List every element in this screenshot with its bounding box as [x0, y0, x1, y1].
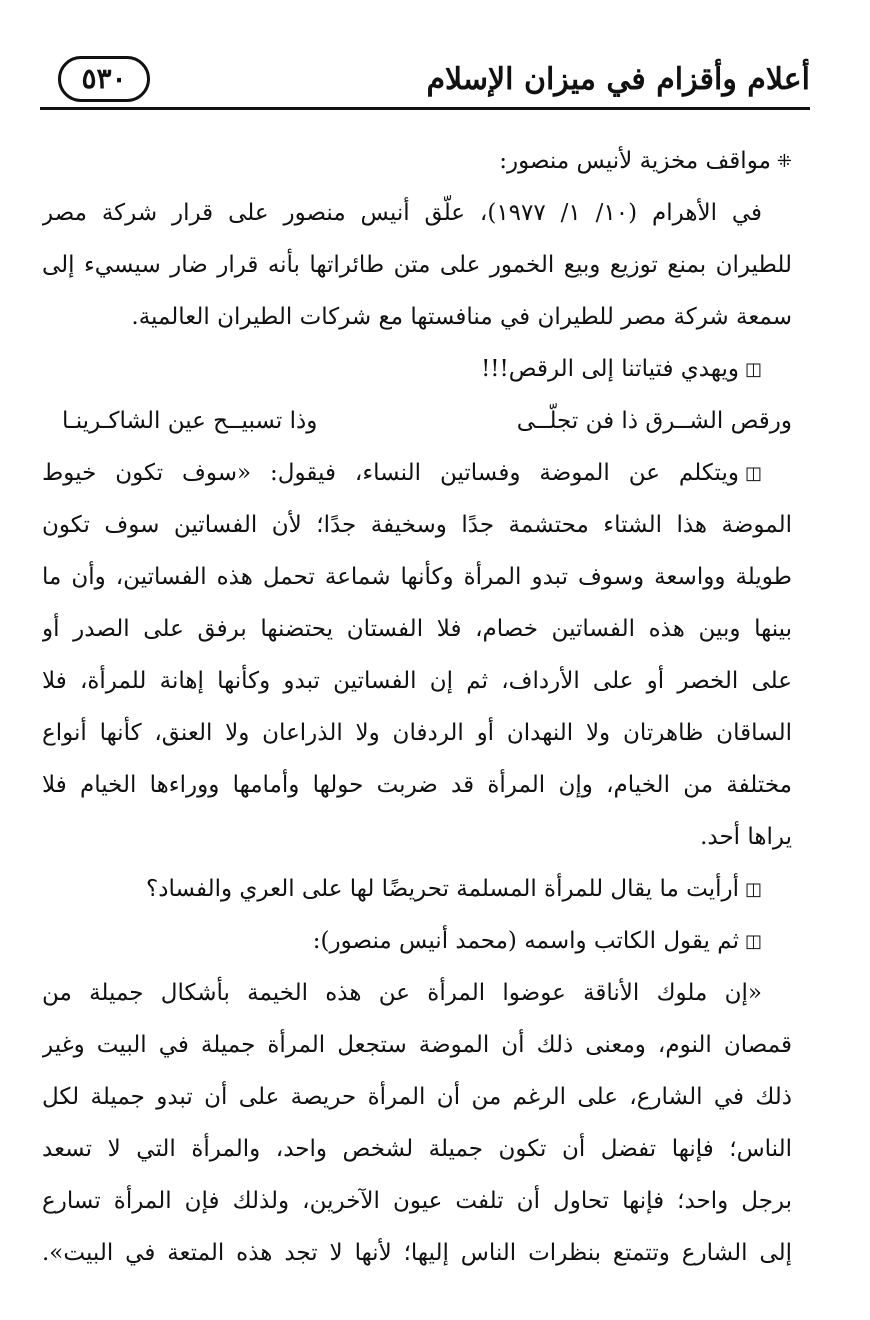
page-body	[42, 135, 792, 1279]
poetry-verse	[42, 395, 792, 447]
running-title: أعلام وأقزام في ميزان الإسلام	[426, 62, 810, 97]
box-bullet-icon: ◫	[744, 879, 762, 900]
paragraph-line: الساقان ظاهرتان ولا النهدان أو الردفان ولا الذراعان ولا العنق، كأنها أنواع	[42, 720, 792, 746]
paragraph-line: برجل واحد؛ فإنها تحاول أن تلفت عيون الآخرين، ولذلك فإن المرأة تسارع	[42, 1188, 792, 1214]
paragraph-4	[42, 863, 792, 915]
box-bullet-icon: ◫	[744, 931, 762, 952]
section-title: مواقف مخزية لأنيس منصور:	[499, 148, 771, 174]
paragraph-line: على الخصر أو على الأرداف، ثم إن الفساتين تبدو وكأنها إهانة للمرأة، فلا	[42, 668, 792, 694]
paragraph-line: قمصان النوم، ومعنى ذلك أن الموضة ستجعل المرأة جميلة في البيت وغير	[42, 1032, 792, 1058]
asterisk-bullet-icon: ⁜	[776, 151, 792, 172]
quoted-paragraph	[42, 967, 792, 1279]
paragraph-line: «إن ملوك الأناقة عوضوا المرأة عن هذه الخيمة بأشكال جميلة من	[42, 980, 762, 1006]
paragraph-line: الموضة هذا الشتاء محتشمة جدًا وسخيفة جدًا؛ لأن الفساتين سوف تكون	[42, 512, 792, 538]
paragraph-line: ذلك في الشارع، على الرغم من أن المرأة حريصة على أن تبدو جميلة لكل	[42, 1084, 792, 1110]
paragraph-line: مختلفة من الخيام، وإن المرأة قد ضربت حولها وأمامها ووراءها الخيام فلا	[42, 772, 792, 798]
paragraph-3	[42, 447, 792, 863]
box-bullet-icon: ◫	[744, 463, 762, 484]
paragraph-line: إلى الشارع وتتمتع بنظرات الناس إليها؛ لأنها لا تجد هذه المتعة في البيت».	[42, 1240, 792, 1266]
verse-first-hemistich: ورقص الشــرق ذا فن تجلّــى	[516, 408, 792, 434]
page-header	[40, 52, 810, 108]
paragraph-line: للطيران بمنع توزيع وبيع الخمور على متن طائراتها بأنه قرار ضار سيسيء إلى	[42, 252, 792, 278]
paragraph-5-text: ثم يقول الكاتب واسمه (محمد أنيس منصور):	[312, 928, 739, 954]
verse-second-hemistich: وذا تسبيــح عين الشاكـرينـا	[62, 408, 318, 434]
paragraph-line: طويلة وواسعة وسوف تبدو المرأة وكأنها شماعة تحمل هذه الفساتين، وأن ما	[42, 564, 792, 590]
header-divider	[40, 107, 810, 110]
section-heading	[42, 135, 792, 187]
paragraph-3-first-line: ويتكلم عن الموضة وفساتين النساء، فيقول: «سوف تكون خيوط	[42, 460, 739, 486]
paragraph-line: بينها وبين هذه الفساتين خصام، فلا الفستان يحتضنها برفق على الصدر أو	[42, 616, 792, 642]
paragraph-line	[42, 447, 792, 499]
box-bullet-icon: ◫	[744, 359, 762, 380]
paragraph-2-text: ويهدي فتياتنا إلى الرقص!!!	[481, 356, 739, 382]
paragraph-2	[42, 343, 792, 395]
paragraph-line: الناس؛ فإنها تفضل أن تكون جميلة لشخص واحد، والمرأة التي لا تسعد	[42, 1136, 792, 1162]
paragraph-line: في الأهرام (١٠/ ١/ ١٩٧٧)، علّق أنيس منصور على قرار شركة مصر	[42, 200, 763, 226]
paragraph-5	[42, 915, 792, 967]
paragraph-4-text: أرأيت ما يقال للمرأة المسلمة تحريضًا لها على العري والفساد؟	[146, 876, 739, 902]
paragraph-1	[42, 187, 792, 343]
paragraph-line: يراها أحد.	[700, 824, 792, 850]
page-number: ٥٣٠	[58, 56, 150, 102]
paragraph-line: سمعة شركة مصر للطيران في منافستها مع شركات الطيران العالمية.	[131, 304, 792, 330]
